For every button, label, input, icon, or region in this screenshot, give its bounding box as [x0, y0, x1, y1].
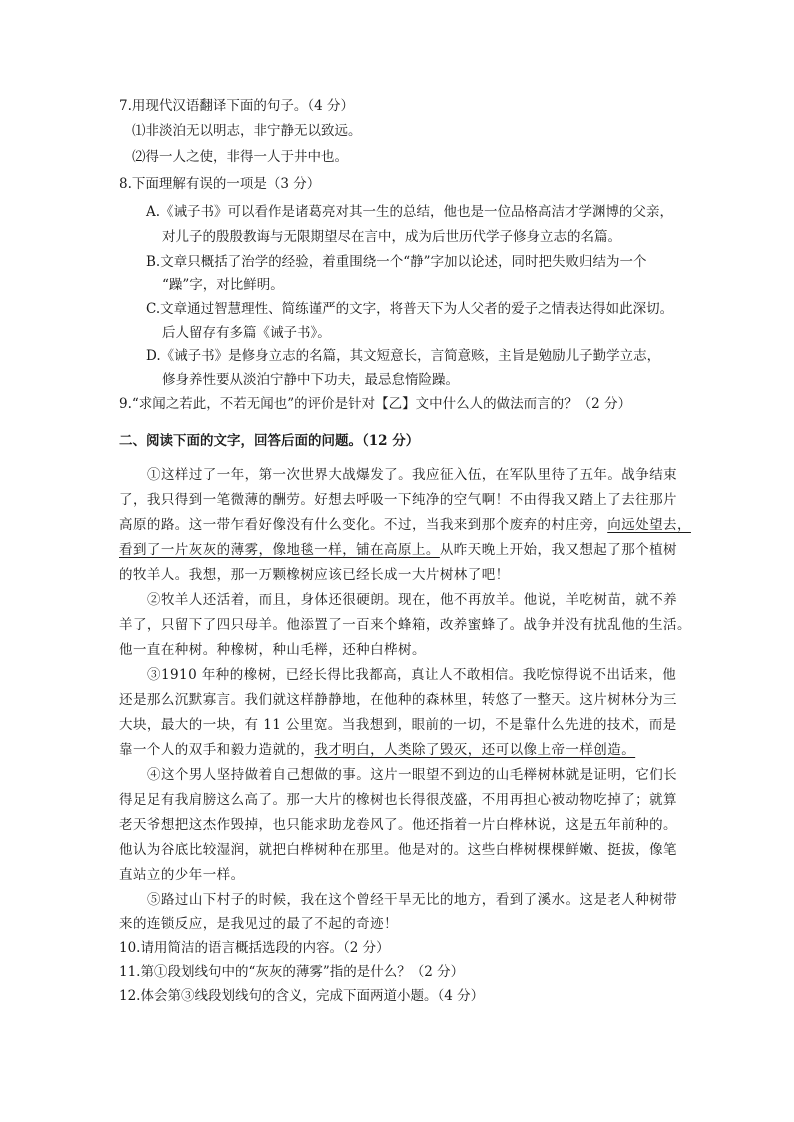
question-8-option-c-line-1: C.文章通过智慧理性、简练谨严的文字，将普天下为人父者的爱子之情表达得如此深切。 — [146, 301, 674, 317]
passage-p2-line-3: 他一直在种树。种橡树，种山毛榉，还种白桦树。 — [119, 642, 426, 658]
passage-p4-line-3: 老天爷想把这杰作毁掉，也只能求助龙卷风了。他还指着一片白桦林说，这是五年前种的。 — [119, 817, 677, 833]
passage-p4-line-4: 他认为谷底比较湿润，就把白桦树种在那里。他是对的。这些白桦树棵棵鲜嫩、挺拔，像笔 — [119, 842, 677, 858]
passage-p2-line-1: ②牧羊人还活着，而且，身体还很硬朗。现在，他不再放羊。他说，羊吃树苗，就不养 — [147, 592, 678, 608]
question-8-option-b-line-2: “躁”字，对比鲜明。 — [162, 277, 284, 293]
question-7-sentence-2: ⑵得一人之使，非得一人于井中也。 — [132, 149, 348, 165]
passage-p3-line-3: 大块，最大的一块，有 11 公里宽。当我想到，眼前的一切，不是靠什么先进的技术，而是 — [119, 717, 677, 733]
passage-p5-line-1: ⑤路过山下村子的时候，我在这个曾经干旱无比的地方，看到了溪水。这是老人种树带 — [147, 892, 678, 908]
question-8-option-b-line-1: B.文章只概括了治学的经验，着重围绕一个“静”字加以论述，同时把失败归结为一个 — [146, 254, 647, 270]
passage-p4-line-2: 得足足有我肩膀这么高了。那一大片的橡树也长得很茂盛，不用再担心被动物吃掉了；就算 — [119, 792, 677, 808]
question-9-title: 9.“求闻之若此，不若无闻也”的评价是针对【乙】文中什么人的做法而言的？（2 分） — [119, 396, 632, 412]
passage-p3-line-2: 还是那么沉默寡言。我们就这样静静地，在他种的森林里，转悠了一整天。这片树林分为三 — [119, 692, 677, 708]
underlined-sentence-1-end: 看到了一片灰灰的薄雾，像地毯一样，铺在高原上。 — [119, 542, 440, 558]
passage-p2-line-2: 羊了，只留下了四只母羊。他添置了一百来个蜂箱，改养蜜蜂了。战争并没有扰乱他的生活。 — [119, 617, 691, 633]
passage-p4-line-5: 直站立的少年一样。 — [119, 867, 245, 883]
question-7-sentence-1: ⑴非淡泊无以明志，非宁静无以致远。 — [132, 123, 362, 139]
passage-p1-line-5: 的牧羊人。我想，那一万颗橡树应该已经长成一大片树林了吧！ — [119, 567, 510, 583]
passage-p1-line-3 — [119, 515, 691, 535]
question-12-title: 12.体会第③线段划线句的含义，完成下面两道小题。（4 分） — [119, 988, 485, 1004]
passage-p3-line-4 — [119, 740, 635, 760]
question-8-option-a-line-2: 对儿子的殷殷教诲与无限期望尽在言中，成为后世历代学子修身立志的名篇。 — [162, 229, 621, 245]
question-8-option-c-line-2: 后人留存有多篇《诫子书》。 — [162, 325, 331, 341]
passage-p1-line-2: 了，我只得到一笔微薄的酬劳。好想去呼吸一下纯净的空气啊！不由得我又踏上了去往那片 — [119, 492, 677, 508]
question-7-title: 7.用现代汉语翻译下面的句子。（4 分） — [119, 98, 355, 114]
passage-p4-line-1: ④这个男人坚持做着自己想做的事。这片一眼望不到边的山毛榉树林就是证明，它们长 — [147, 767, 678, 783]
passage-p1-line-1: ①这样过了一年，第一次世界大战爆发了。我应征入伍，在军队里待了五年。战争结束 — [147, 467, 678, 483]
underlined-sentence-2: 我才明白，人类除了毁灭，还可以像上帝一样创造。 — [314, 742, 636, 758]
question-8-option-d-line-2: 修身养性要从淡泊宁静中下功夫，最忌怠惰险躁。 — [162, 372, 459, 388]
question-10-title: 10.请用简洁的语言概括选段的内容。（2 分） — [119, 940, 390, 956]
section-2-heading: 二、阅读下面的文字，回答后面的问题。（12 分） — [119, 433, 420, 449]
question-11-title: 11.第①段划线句中的“灰灰的薄雾”指的是什么？（2 分） — [119, 964, 465, 980]
passage-p1-line-4 — [119, 540, 677, 560]
question-8-option-a-line-1: A.《诫子书》可以看作是诸葛亮对其一生的总结，他也是一位品格高洁才学渊博的父亲， — [146, 204, 674, 220]
question-8-title: 8.下面理解有误的一项是（3 分） — [119, 176, 321, 192]
passage-p1-line-4-text: 从昨天晚上开始，我又想起了那个植树 — [439, 542, 678, 558]
passage-p3-line-1: ③1910 年种的橡树，已经长得比我都高，真让人不敢相信。我吃惊得说不出话来，他 — [147, 667, 677, 683]
question-8-option-d-line-1: D.《诫子书》是修身立志的名篇，其文短意长，言简意赅，主旨是勉励儿子勤学立志， — [146, 348, 661, 364]
underlined-sentence-1-start: 向远处望去， — [607, 517, 691, 533]
passage-p1-line-3-text: 高原的路。这一带乍看好像没有什么变化。不过，当我来到那个废弃的村庄旁， — [119, 517, 608, 533]
passage-p5-line-2: 来的连锁反应，是我见过的最了不起的奇迹！ — [119, 916, 398, 932]
passage-p3-line-4-text: 靠一个人的双手和毅力造就的， — [119, 742, 315, 758]
